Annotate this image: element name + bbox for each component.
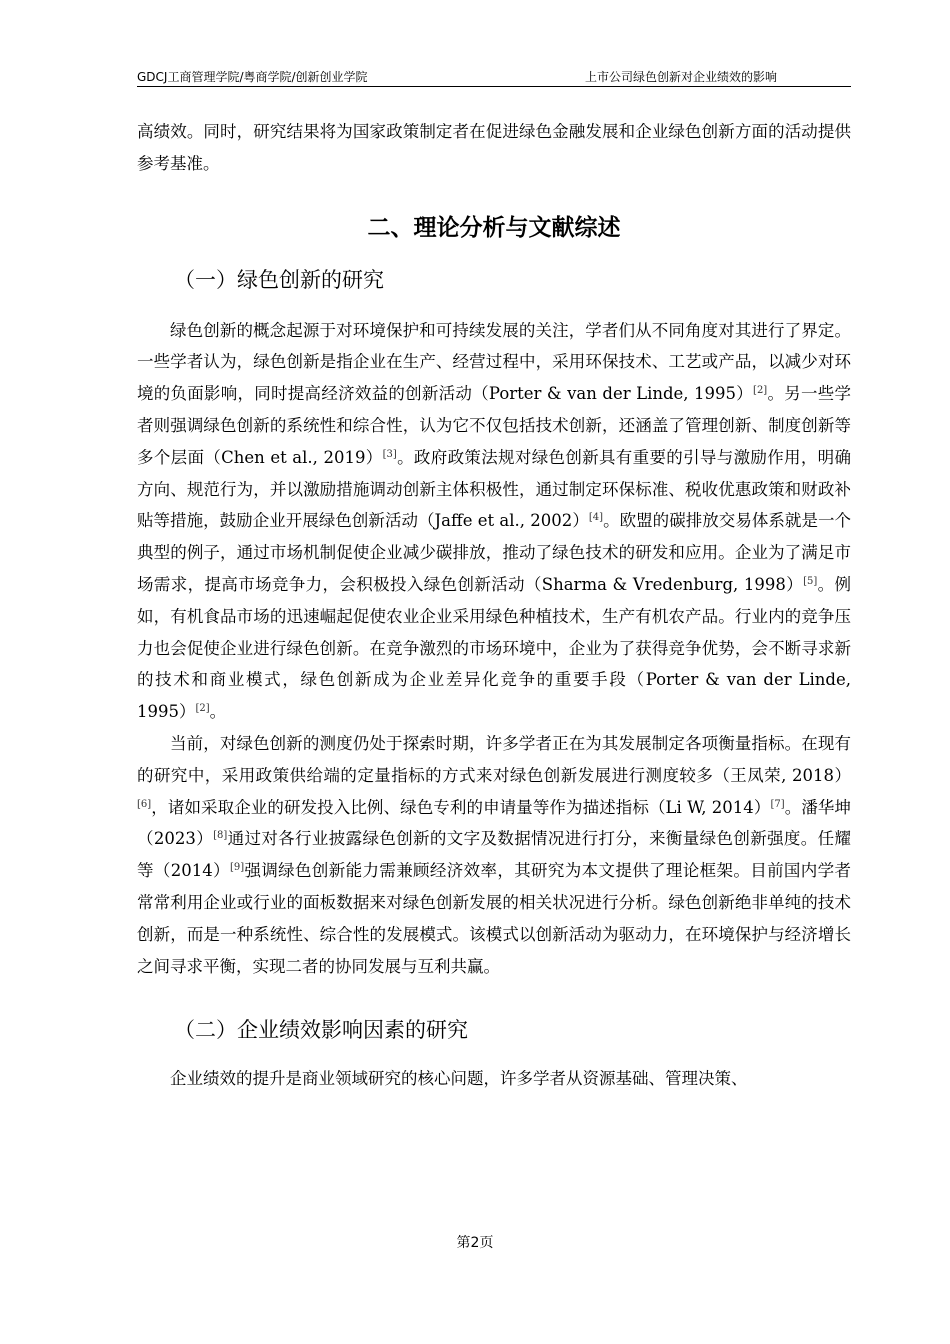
subsection-title-green-innovation: （一）绿色创新的研究	[174, 267, 384, 292]
text-run: 。例如，有机食品市场的迅速崛起促使农业企业采用绿色种植技术，生产有机农产品。行业内的竞争压力也会促使企业进行绿色创新。在竞争激烈的市场环境中，企业为了获得竞争优势，会不断寻求新的技术和商业模式，绿色创新成为企业差异化竞争的重要手段（Porter & van der Linde, 1995）	[137, 574, 851, 722]
paragraph-performance-factors: 企业绩效的提升是商业领域研究的核心问题，许多学者从资源基础、管理决策、	[170, 1069, 748, 1089]
citation-ref: [4]	[588, 512, 604, 524]
citation-ref: [6]	[137, 798, 152, 810]
text-run: 。潘华坤（2023）	[137, 797, 852, 849]
paragraph-green-innovation-concept	[137, 315, 851, 728]
subsection-title-performance-factors: （二）企业绩效影响因素的研究	[174, 1018, 468, 1043]
text-run: 。	[209, 702, 227, 722]
citation-ref: [7]	[770, 798, 785, 810]
text-run: 。欧盟的碳排放交易体系就是一个典型的例子，通过市场机制促使企业减少碳排放，推动了绿色技术的研发和应用。企业为了满足市场需求，提高市场竞争力，会积极投入绿色创新活动（Sharma & Vredenburg, 1998）	[137, 511, 852, 594]
text-run: 绿色创新的概念起源于对环境保护和可持续发展的关注，学者们从不同角度对其进行了界定。一些学者认为，绿色创新是指企业在生产、经营过程中，采用环保技术、工艺或产品，以减少对环境的负面影响，同时提高经济效益的创新活动（Porter & van der Linde, 1995）	[137, 320, 851, 404]
header-institution: GDCJ工商管理学院/粤商学院/创新创业学院	[137, 70, 368, 84]
text-run: ，诸如采取企业的研发投入比例、绿色专利的申请量等作为描述指标（Li W, 2014）	[151, 797, 771, 817]
page-body	[137, 116, 851, 1095]
text-run: 。政府政策法规对绿色创新具有重要的引导与激励作用，明确方向、规范行为，并以激励措施调动创新主体积极性，通过制定环保标准、税收优惠政策和财政补贴等措施，鼓励企业开展绿色创新活动（Jaffe et al., 2002）	[137, 447, 852, 531]
text-run: 当前，对绿色创新的测度仍处于探索时期，许多学者正在为其发展制定各项衡量指标。在现有的研究中，采用政策供给端的定量指标的方式来对绿色创新发展进行测度较多（王凤荣, 2018）	[137, 733, 851, 785]
intro-paragraph: 高绩效。同时，研究结果将为国家政策制定者在促进绿色金融发展和企业绿色创新方面的活动提供参考基准。	[137, 122, 851, 173]
citation-ref: [2]	[195, 703, 210, 715]
text-run: 通过对各行业披露绿色创新的文字及数据情况进行打分，来衡量绿色创新强度。任耀等（2014）	[137, 829, 852, 881]
page-number: 第2页	[456, 1235, 494, 1251]
header-paper-title: 上市公司绿色创新对企业绩效的影响	[584, 70, 777, 84]
section-title: 二、理论分析与文献综述	[367, 214, 621, 241]
text-run: 。另一些学者则强调绿色创新的系统性和综合性，认为它不仅包括技术创新，还涵盖了管理创新、制度创新等多个层面（Chen et al., 2019）	[137, 384, 851, 467]
citation-ref: [3]	[382, 448, 397, 460]
text-run: 强调绿色创新能力需兼顾经济效率，其研究为本文提供了理论框架。目前国内学者常常利用企业或行业的面板数据来对绿色创新发展的相关状况进行分析。绿色创新绝非单纯的技术创新，而是一种系统性、综合性的发展模式。该模式以创新活动为驱动力，在环境保护与经济增长之间寻求平衡，实现二者的协同发展与互利共赢。	[137, 861, 852, 976]
citation-ref: [8]	[213, 830, 228, 842]
citation-ref: [9]	[229, 862, 245, 874]
page-header	[137, 66, 851, 87]
paragraph-green-innovation-measurement	[137, 728, 851, 982]
citation-ref: [2]	[753, 385, 768, 397]
citation-ref: [5]	[803, 575, 818, 587]
